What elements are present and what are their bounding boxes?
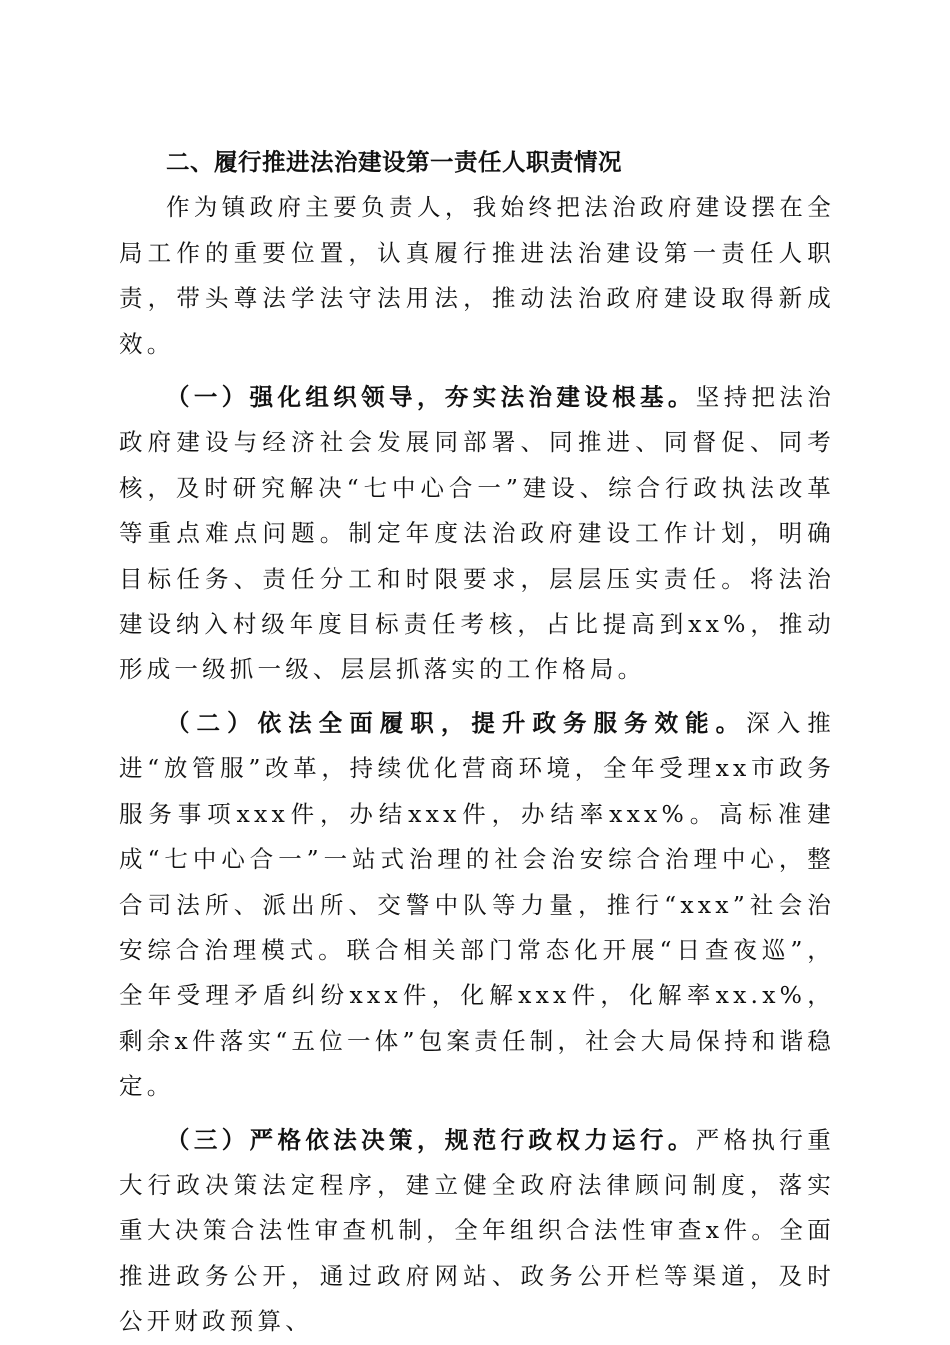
section-3-paragraph <box>119 1118 835 1345</box>
section-1-paragraph <box>119 375 835 693</box>
section-2-paragraph <box>119 701 835 1110</box>
section-1-lead: （一）强化组织领导，夯实法治建设根基。 <box>166 383 696 412</box>
section-2-lead: （二）依法全面履职，提升政务服务效能。 <box>166 708 747 737</box>
section-2-body: 深入推进“放管服”改革，持续优化营商环境，全年受理xx市政务服务事项xxx件，办结xxx件，办结率xxx%。高标准建成“七中心合一”一站式治理的社会治安综合治理中心，整合司法所、派出所、交警中队等力量，推行“xxx”社会治安综合治理模式。联合相关部门常态化开展“日查夜巡”，全年受理矛盾纠纷xxx件，化解xxx件，化解率xx.x%，剩余x件落实“五位一体”包案责任制，社会大局保持和谐稳定。 <box>119 708 835 1101</box>
section-heading: 二、履行推进法治建设第一责任人职责情况 <box>166 148 622 176</box>
section-1-body: 坚持把法治政府建设与经济社会发展同部署、同推进、同督促、同考核，及时研究解决“七中心合一”建设、综合行政执法改革等重点难点问题。制定年度法治政府建设工作计划，明确目标任务、责任分工和时限要求，层层压实责任。将法治建设纳入村级年度目标责任考核，占比提高到xx%，推动形成一级抓一级、层层抓落实的工作格局。 <box>119 383 835 684</box>
section-3-body: 严格执行重大行政决策法定程序，建立健全政府法律顾问制度，落实重大决策合法性审查机制，全年组织合法性审查x件。全面推进政务公开，通过政府网站、政务公开栏等渠道，及时公开财政预算、 <box>119 1125 835 1336</box>
intro-paragraph: 作为镇政府主要负责人，我始终把法治政府建设摆在全局工作的重要位置，认真履行推进法治建设第一责任人职责，带头尊法学法守法用法，推动法治政府建设取得新成效。 <box>119 193 835 358</box>
document-body <box>119 140 835 1345</box>
section-3-lead: （三）严格依法决策，规范行政权力运行。 <box>166 1125 696 1154</box>
